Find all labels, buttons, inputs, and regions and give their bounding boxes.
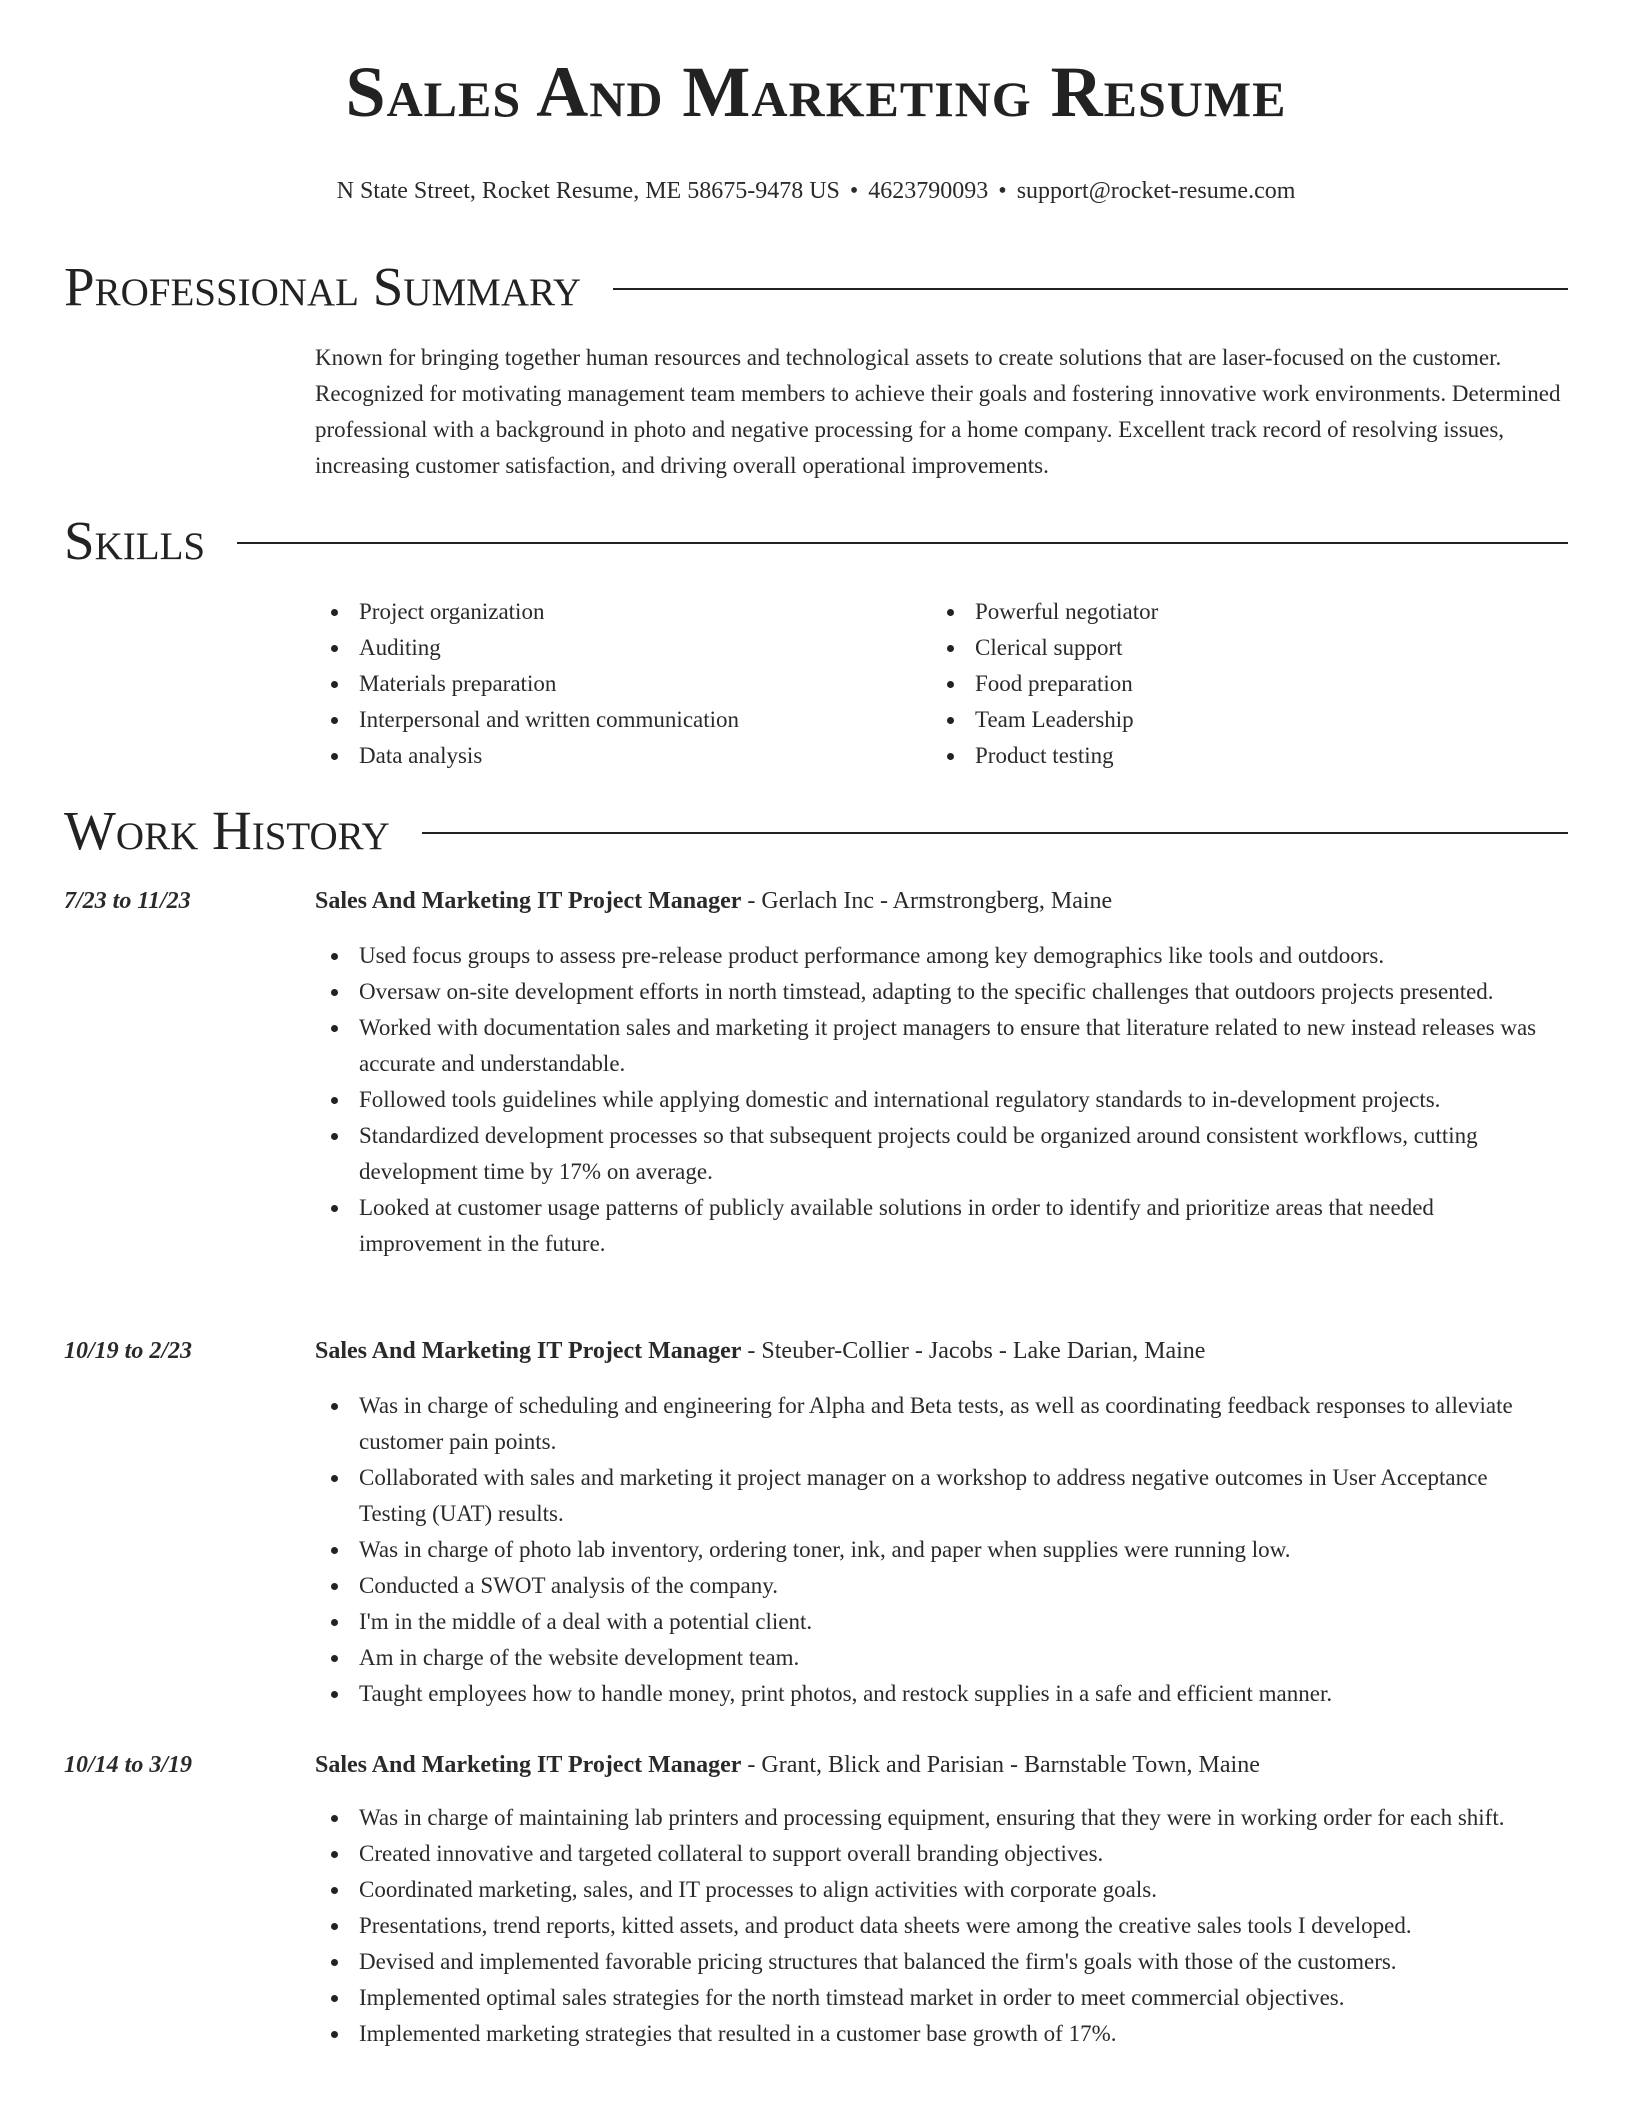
skill-item: Team Leadership	[931, 702, 1491, 738]
job-heading	[315, 1335, 1568, 1367]
work-section-header	[64, 800, 1568, 860]
section-divider	[237, 542, 1568, 544]
job-bullet: Worked with documentation sales and marketing it project managers to ensure that literature related to new instead releases was accurate and understandable.	[315, 1010, 1548, 1082]
job-bullet: Implemented marketing strategies that resulted in a customer base growth of 17%.	[315, 2016, 1548, 2052]
job-dates: 10/14 to 3/19	[64, 1752, 193, 1778]
job-bullet: Implemented optimal sales strategies for the north timstead market in order to meet commercial objectives.	[315, 1980, 1548, 2016]
job-bullet: Was in charge of scheduling and engineering for Alpha and Beta tests, as well as coordinating feedback responses to alleviate customer pain points.	[315, 1388, 1548, 1460]
job-dates: 7/23 to 11/23	[64, 888, 191, 914]
summary-section-title: Professional Summary	[64, 255, 582, 317]
job-bullet: Collaborated with sales and marketing it project manager on a workshop to address negative outcomes in User Acceptance Testing (UAT) results.	[315, 1460, 1548, 1532]
contact-line	[64, 176, 1568, 206]
section-divider	[613, 288, 1568, 290]
job-company-location: - Gerlach Inc - Armstrongberg, Maine	[741, 888, 1113, 914]
job-heading	[315, 1749, 1568, 1781]
job-bullet: Presentations, trend reports, kitted assets, and product data sheets were among the creative sales tools I developed.	[315, 1908, 1548, 1944]
job-bullets	[315, 1800, 1548, 2052]
job-bullets	[315, 938, 1548, 1262]
skills-list-left	[315, 594, 875, 774]
job-bullet: Followed tools guidelines while applying domestic and international regulatory standards to in-development projects.	[315, 1082, 1548, 1118]
job-bullet: Was in charge of maintaining lab printers and processing equipment, ensuring that they were in working order for each shift.	[315, 1800, 1548, 1836]
job-bullets	[315, 1388, 1548, 1712]
address: N State Street, Rocket Resume, ME 58675-9478 US	[336, 178, 840, 204]
resume-name: Sales And Marketing Resume	[345, 52, 1287, 132]
job-bullet: Created innovative and targeted collateral to support overall branding objectives.	[315, 1836, 1548, 1872]
email: support@rocket-resume.com	[1016, 178, 1296, 204]
job-company-location: - Grant, Blick and Parisian - Barnstable Town, Maine	[741, 1752, 1260, 1778]
job-bullet: Standardized development processes so that subsequent projects could be organized around consistent workflows, cutting development time by 17% on average.	[315, 1118, 1548, 1190]
job-bullet: Devised and implemented favorable pricing structures that balanced the firm's goals with those of the customers.	[315, 1944, 1548, 1980]
separator: •	[998, 178, 1007, 204]
skills-list-right	[931, 594, 1491, 774]
section-divider	[422, 832, 1568, 834]
skill-item: Materials preparation	[315, 666, 875, 702]
job-title: Sales And Marketing IT Project Manager	[315, 1338, 742, 1364]
job-bullet: I'm in the middle of a deal with a potential client.	[315, 1604, 1548, 1640]
job-dates: 10/19 to 2/23	[64, 1338, 193, 1364]
job-bullet: Oversaw on-site development efforts in north timstead, adapting to the specific challenges that outdoors projects presented.	[315, 974, 1548, 1010]
job-title: Sales And Marketing IT Project Manager	[315, 888, 742, 914]
phone: 4623790093	[868, 178, 989, 204]
skill-item: Clerical support	[931, 630, 1491, 666]
summary-section-header	[64, 256, 1568, 316]
skill-item: Data analysis	[315, 738, 875, 774]
job-bullet: Looked at customer usage patterns of publicly available solutions in order to identify and prioritize areas that needed improvement in the future.	[315, 1190, 1548, 1262]
skills-section-title: Skills	[64, 509, 206, 571]
skills-section-header	[64, 510, 1568, 570]
skill-item: Interpersonal and written communication	[315, 702, 875, 738]
job-company-location: - Steuber-Collier - Jacobs - Lake Darian, Maine	[741, 1338, 1206, 1364]
job-bullet: Used focus groups to assess pre-release product performance among key demographics like tools and outdoors.	[315, 938, 1548, 974]
summary-text: Known for bringing together human resources and technological assets to create solutions that are laser-focused on the customer. Recognized for motivating management team members to achieve their goals and fostering innovative work environments. Determined professional with a background in photo and negative processing for a home company. Excellent track record of resolving issues, increasing customer satisfaction, and driving overall operational improvements.	[315, 345, 1561, 478]
skill-item: Food preparation	[931, 666, 1491, 702]
job-bullet: Taught employees how to handle money, print photos, and restock supplies in a safe and efficient manner.	[315, 1676, 1548, 1712]
job-bullet: Am in charge of the website development team.	[315, 1640, 1548, 1676]
job-heading	[315, 885, 1568, 917]
work-section-title: Work History	[64, 799, 390, 861]
skill-item: Auditing	[315, 630, 875, 666]
job-bullet: Coordinated marketing, sales, and IT processes to align activities with corporate goals.	[315, 1872, 1548, 1908]
skill-item: Product testing	[931, 738, 1491, 774]
skill-item: Project organization	[315, 594, 875, 630]
job-title: Sales And Marketing IT Project Manager	[315, 1752, 742, 1778]
job-bullet: Conducted a SWOT analysis of the company.	[315, 1568, 1548, 1604]
job-bullet: Was in charge of photo lab inventory, ordering toner, ink, and paper when supplies were running low.	[315, 1532, 1548, 1568]
skill-item: Powerful negotiator	[931, 594, 1491, 630]
separator: •	[849, 178, 859, 204]
